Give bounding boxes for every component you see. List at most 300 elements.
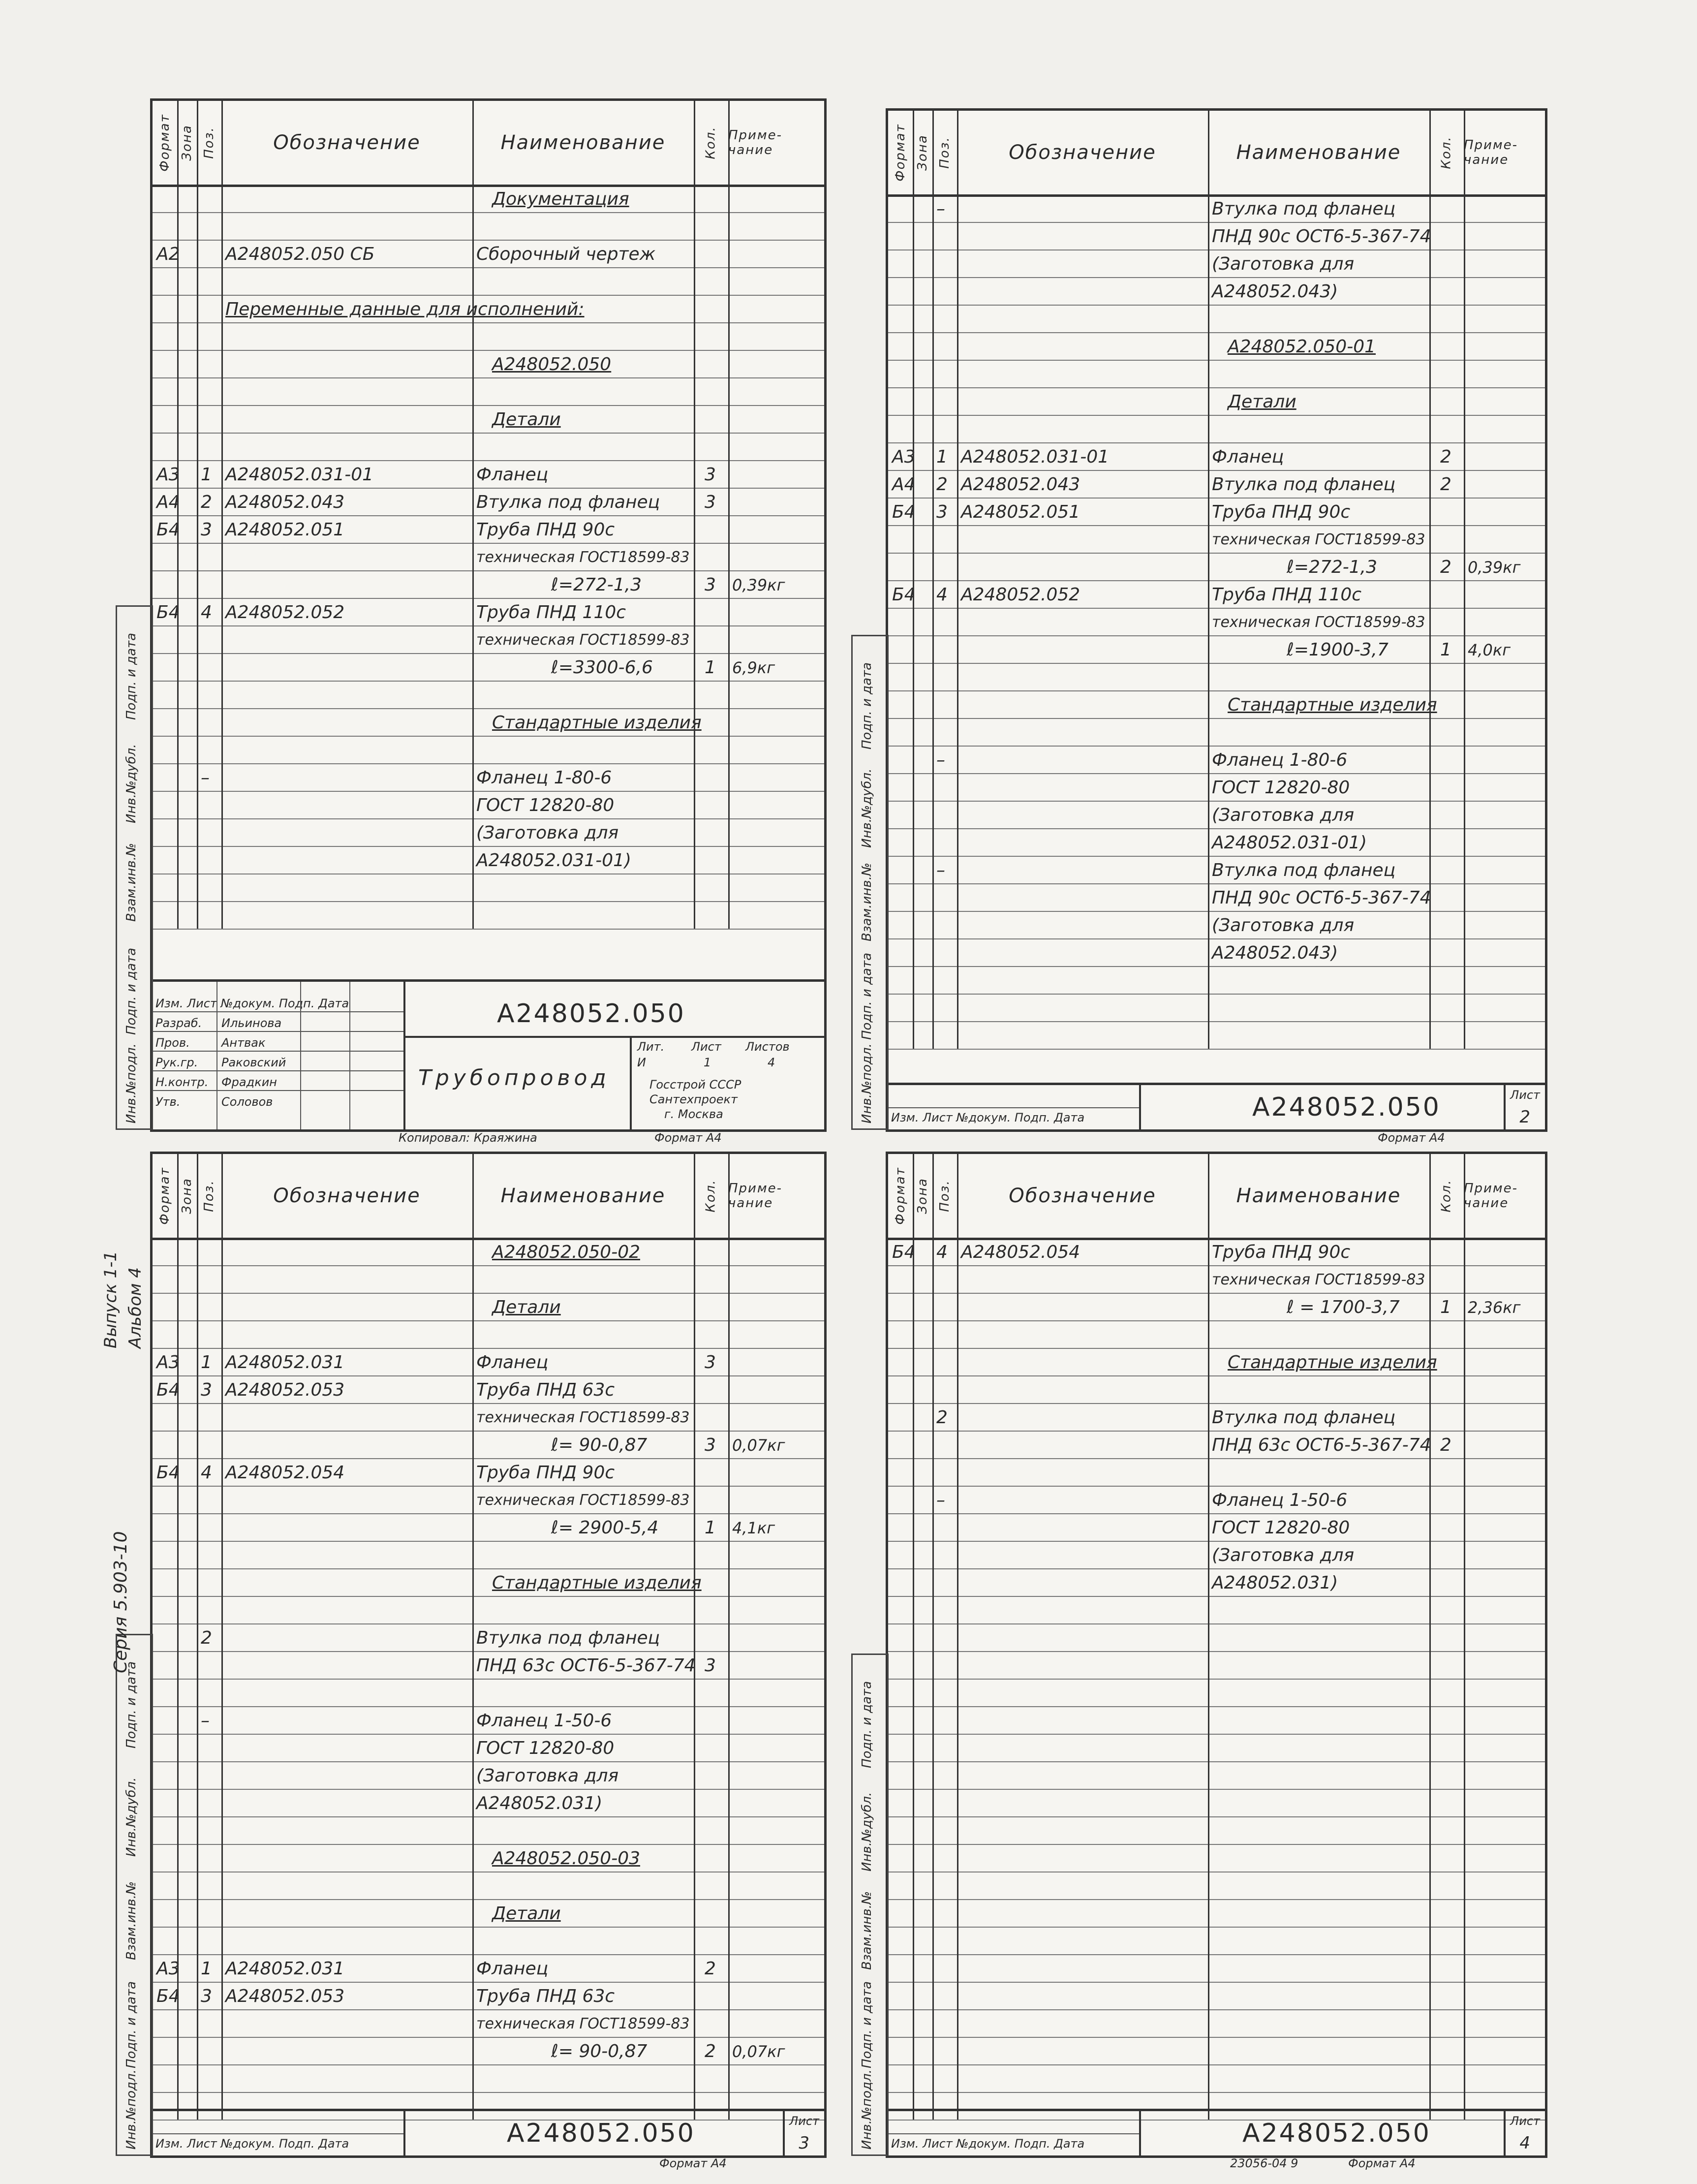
table-row bbox=[888, 387, 1545, 416]
table-row bbox=[888, 1816, 1545, 1845]
sheet-value: 3 bbox=[799, 2133, 809, 2153]
pos-cell: 4 bbox=[201, 602, 212, 623]
header-name: Наименование bbox=[472, 1154, 695, 1238]
name-cell: техническая ГОСТ18599-83 bbox=[476, 1409, 690, 1426]
header-designation: Обозначение bbox=[957, 111, 1209, 194]
name-cell: А248052.050 bbox=[492, 354, 612, 374]
table-row bbox=[888, 580, 1545, 609]
pos-cell: 4 bbox=[201, 1463, 212, 1483]
name-cell: Фланец bbox=[476, 1352, 549, 1373]
format-cell: Б4 bbox=[892, 585, 916, 605]
table-row bbox=[153, 1238, 824, 1266]
table-row bbox=[153, 846, 824, 874]
name-cell: Труба ПНД 90с bbox=[476, 520, 615, 540]
signature-grid bbox=[888, 1085, 1141, 1129]
name-cell: А248052.031-01) bbox=[1212, 833, 1367, 853]
name-cell: техническая ГОСТ18599-83 bbox=[476, 1492, 690, 1509]
name-cell: Стандартные изделия bbox=[492, 1573, 702, 1593]
name-cell: А248052.031) bbox=[476, 1793, 603, 1813]
name-cell: А248052.050-03 bbox=[492, 1848, 641, 1869]
table-row bbox=[888, 1403, 1545, 1432]
table-row bbox=[888, 690, 1545, 719]
name-cell: (Заготовка для bbox=[1212, 915, 1355, 936]
format-cell: Б4 bbox=[156, 1463, 180, 1483]
name-cell: ГОСТ 12820-80 bbox=[476, 795, 615, 815]
lit-value: И bbox=[637, 1056, 646, 1069]
table-row bbox=[888, 635, 1545, 664]
header-note: Приме-чание bbox=[1464, 1181, 1518, 1211]
table-row bbox=[888, 1431, 1545, 1459]
table-row bbox=[153, 653, 824, 682]
signature-grid bbox=[153, 982, 405, 1129]
side-label-2: Подп. и дата bbox=[860, 952, 874, 1040]
side-label-3: Взам.инв.№ bbox=[124, 843, 139, 922]
table-row bbox=[153, 1872, 824, 1900]
side-label-4: Инв.№дубл. bbox=[860, 768, 874, 848]
table-row bbox=[888, 1982, 1545, 2010]
tb-name-5: Соловов bbox=[221, 1095, 273, 1109]
side-label-2: Подп. и дата bbox=[124, 1981, 139, 2068]
name-cell: Труба ПНД 90с bbox=[1212, 1242, 1351, 1262]
name-cell: Стандартные изделия bbox=[1228, 1352, 1437, 1373]
designation-cell: А248052.043 bbox=[225, 492, 345, 512]
name-cell: ГОСТ 12820-80 bbox=[1212, 778, 1350, 798]
table-row bbox=[888, 1734, 1545, 1762]
table-row bbox=[888, 498, 1545, 526]
doc-number: А248052.050 bbox=[497, 999, 685, 1029]
org-1: Госстрой СССР bbox=[649, 1078, 741, 1092]
note-cell: 0,07кг bbox=[732, 1436, 785, 1455]
table-row bbox=[888, 801, 1545, 829]
header-pos: Поз. bbox=[932, 1154, 958, 1238]
table-row bbox=[153, 2009, 824, 2038]
table-header bbox=[153, 101, 824, 187]
table-row bbox=[153, 1899, 824, 1928]
name-cell: Фланец bbox=[476, 465, 549, 485]
name-cell: Втулка под фланец bbox=[1212, 860, 1396, 880]
name-cell: Втулка под фланец bbox=[1212, 1407, 1396, 1428]
header-pos: Поз. bbox=[197, 101, 223, 185]
table-row bbox=[888, 1293, 1545, 1321]
table-row bbox=[153, 267, 824, 296]
table-row bbox=[153, 570, 824, 599]
table-row bbox=[888, 1679, 1545, 1707]
doc-title: Трубопровод bbox=[418, 1065, 610, 1091]
format-cell: А4 bbox=[156, 492, 180, 512]
sheet-value: 4 bbox=[1519, 2133, 1530, 2153]
format-4: Формат А4 bbox=[1348, 2156, 1416, 2170]
name-cell: ГОСТ 12820-80 bbox=[476, 1738, 615, 1758]
pos-cell: – bbox=[936, 1490, 945, 1510]
side-label-4: Инв.№дубл. bbox=[124, 744, 139, 823]
header-designation: Обозначение bbox=[957, 1154, 1209, 1238]
table-row bbox=[888, 911, 1545, 939]
format-2: Формат А4 bbox=[1378, 1131, 1445, 1145]
table-row bbox=[888, 1789, 1545, 1817]
pos-cell: – bbox=[201, 1711, 210, 1731]
pos-cell: 4 bbox=[936, 585, 948, 605]
name-cell: ПНД 90с ОСТ6-5-367-74 bbox=[1212, 888, 1431, 908]
name-cell: (Заготовка для bbox=[476, 1766, 619, 1786]
table-row bbox=[888, 360, 1545, 388]
name-cell: А248052.043) bbox=[1212, 943, 1338, 963]
header-qty: Кол. bbox=[1429, 111, 1465, 194]
name-cell: (Заготовка для bbox=[1212, 805, 1355, 825]
table-row bbox=[153, 625, 824, 654]
table-row bbox=[888, 1238, 1545, 1266]
name-cell: ПНД 63с ОСТ6-5-367-74 bbox=[476, 1655, 696, 1676]
binder-album: Альбом 4 bbox=[125, 1267, 145, 1348]
tb-name-2: Антвак bbox=[221, 1036, 266, 1050]
side-label-5: Подп. и дата bbox=[860, 1681, 874, 1768]
binder-series: Серия 5.903-10 bbox=[111, 1531, 131, 1673]
table-row bbox=[888, 1623, 1545, 1652]
format-cell: А3 bbox=[156, 465, 180, 485]
table-row bbox=[888, 1844, 1545, 1872]
table-row bbox=[153, 405, 824, 434]
name-cell: А248052.031) bbox=[1212, 1573, 1338, 1593]
header-name: Наименование bbox=[1208, 1154, 1431, 1238]
pos-cell: 2 bbox=[936, 1407, 948, 1428]
table-row bbox=[153, 1734, 824, 1762]
header-designation: Обозначение bbox=[221, 101, 474, 185]
sheet-1 bbox=[150, 98, 827, 1132]
table-row bbox=[888, 856, 1545, 884]
format-cell: А3 bbox=[156, 1352, 180, 1373]
table-row bbox=[888, 663, 1545, 691]
title-block bbox=[888, 1083, 1545, 1129]
side-band-3 bbox=[116, 1634, 153, 2156]
table-row bbox=[888, 1706, 1545, 1735]
sheet-value: 2 bbox=[1519, 1107, 1530, 1127]
table-row bbox=[153, 1982, 824, 2010]
table-row bbox=[888, 1458, 1545, 1487]
note-cell: 0,39кг bbox=[1468, 558, 1521, 577]
table-row bbox=[153, 240, 824, 268]
table-row bbox=[888, 525, 1545, 554]
table-row bbox=[888, 305, 1545, 333]
table-row bbox=[888, 1513, 1545, 1542]
header-format: Формат bbox=[888, 1154, 914, 1238]
table-row bbox=[153, 515, 824, 544]
pos-cell: 2 bbox=[936, 474, 948, 495]
designation-cell: А248052.054 bbox=[961, 1242, 1080, 1262]
qty-cell: 1 bbox=[705, 657, 716, 678]
name-cell: ℓ=272-1,3 bbox=[1287, 557, 1377, 577]
pos-cell: 2 bbox=[201, 492, 212, 512]
table-row bbox=[888, 966, 1545, 995]
table-row bbox=[153, 2037, 824, 2065]
designation-cell: А248052.052 bbox=[961, 585, 1080, 605]
name-cell: Детали bbox=[1228, 392, 1296, 412]
table-row bbox=[888, 2009, 1545, 2038]
copied-by: Копировал: Краяжина bbox=[399, 1131, 537, 1145]
org-2: Сантехпроект bbox=[649, 1092, 738, 1106]
side-label-2: Подп. и дата bbox=[124, 947, 139, 1035]
table-row bbox=[153, 1265, 824, 1294]
doc-number: А248052.050 bbox=[1242, 2119, 1431, 2148]
designation-cell: А248052.043 bbox=[961, 474, 1080, 495]
table-row bbox=[153, 708, 824, 737]
table-row bbox=[888, 2037, 1545, 2065]
qty-cell: 3 bbox=[705, 492, 716, 512]
name-cell: техническая ГОСТ18599-83 bbox=[476, 549, 690, 566]
table-row bbox=[153, 433, 824, 461]
table-row bbox=[153, 543, 824, 571]
table-row bbox=[153, 1954, 824, 1983]
format-cell: Б4 bbox=[892, 1242, 916, 1262]
pos-cell: 1 bbox=[201, 465, 212, 485]
header-format: Формат bbox=[153, 1154, 179, 1238]
table-row bbox=[153, 1458, 824, 1487]
sheet-2 bbox=[886, 108, 1547, 1132]
name-cell: (Заготовка для bbox=[476, 823, 619, 843]
pos-cell: 2 bbox=[201, 1628, 212, 1648]
designation-cell: А248052.050 СБ bbox=[225, 244, 375, 264]
format-cell: А2 bbox=[156, 244, 180, 264]
format-cell: Б4 bbox=[892, 502, 916, 522]
name-cell: ℓ= 90-0,87 bbox=[551, 2041, 648, 2061]
format-cell: Б4 bbox=[156, 1986, 180, 2006]
name-cell: техническая ГОСТ18599-83 bbox=[1212, 614, 1425, 631]
qty-cell: 3 bbox=[705, 1435, 716, 1455]
tb-cols: Изм. Лист №докум. Подп. Дата bbox=[891, 1111, 1085, 1124]
designation-cell: А248052.031 bbox=[225, 1959, 345, 1979]
table-row bbox=[888, 222, 1545, 250]
table-row bbox=[153, 763, 824, 792]
name-cell: Стандартные изделия bbox=[492, 713, 702, 733]
name-cell: Фланец 1-80-6 bbox=[476, 768, 612, 788]
table-row bbox=[888, 442, 1545, 471]
table-row bbox=[153, 350, 824, 378]
name-cell: Фланец 1-50-6 bbox=[476, 1711, 612, 1731]
designation-cell: А248052.054 bbox=[225, 1463, 345, 1483]
format-3: Формат А4 bbox=[659, 2156, 727, 2170]
table-row bbox=[888, 194, 1545, 223]
table-row bbox=[888, 883, 1545, 912]
qty-cell: 2 bbox=[1440, 474, 1451, 495]
table-row bbox=[888, 1899, 1545, 1928]
table-row bbox=[888, 994, 1545, 1022]
qty-cell: 3 bbox=[705, 1352, 716, 1373]
table-row bbox=[153, 1486, 824, 1514]
format-cell: А4 bbox=[892, 474, 916, 495]
table-row bbox=[153, 185, 824, 213]
tb-role-1: Разраб. bbox=[155, 1016, 202, 1030]
table-row bbox=[153, 1596, 824, 1624]
table-row bbox=[888, 1265, 1545, 1294]
table-row bbox=[153, 818, 824, 847]
designation-cell: А248052.051 bbox=[961, 502, 1080, 522]
header-pos: Поз. bbox=[197, 1154, 223, 1238]
table-row bbox=[888, 553, 1545, 581]
designation-cell: Переменные данные для исполнений: bbox=[225, 299, 585, 319]
table-row bbox=[888, 2064, 1545, 2093]
title-block bbox=[153, 2109, 824, 2155]
table-row bbox=[888, 773, 1545, 802]
tb-name-1: Ильинова bbox=[221, 1016, 282, 1030]
qty-cell: 2 bbox=[705, 1959, 716, 1979]
name-cell: Документация bbox=[492, 189, 629, 209]
name-cell: Втулка под фланец bbox=[476, 492, 660, 512]
table-row bbox=[153, 1375, 824, 1404]
table-row bbox=[153, 791, 824, 819]
header-zone: Зона bbox=[177, 101, 198, 185]
tb-cols: Изм. Лист №докум. Подп. Дата bbox=[155, 2137, 349, 2151]
sheet-label: Лист bbox=[1510, 2114, 1540, 2128]
lit-label: Лит. bbox=[637, 1040, 665, 1054]
table-row bbox=[888, 718, 1545, 747]
header-designation: Обозначение bbox=[221, 1154, 474, 1238]
sheet-value: 1 bbox=[704, 1056, 711, 1069]
name-cell: Труба ПНД 90с bbox=[1212, 502, 1351, 522]
table-header bbox=[888, 111, 1545, 197]
pos-cell: – bbox=[936, 750, 945, 770]
pos-cell: 1 bbox=[201, 1959, 212, 1979]
name-cell: Труба ПНД 63с bbox=[476, 1380, 615, 1400]
pos-cell: 1 bbox=[201, 1352, 212, 1373]
pos-cell: 1 bbox=[936, 447, 948, 467]
header-name: Наименование bbox=[1208, 111, 1431, 194]
table-row bbox=[153, 681, 824, 709]
table-row bbox=[153, 322, 824, 351]
table-row bbox=[153, 377, 824, 406]
table-header bbox=[888, 1154, 1545, 1240]
header-zone: Зона bbox=[913, 1154, 934, 1238]
table-row bbox=[888, 250, 1545, 278]
qty-cell: 3 bbox=[705, 1655, 716, 1676]
header-zone: Зона bbox=[177, 1154, 198, 1238]
designation-cell: А248052.052 bbox=[225, 602, 345, 623]
archive-number: 23056-04 9 bbox=[1230, 2156, 1298, 2170]
sheet-label: Лист bbox=[789, 2114, 819, 2128]
binder-vypusk: Выпуск 1-1 bbox=[101, 1250, 121, 1348]
name-cell: Фланец 1-80-6 bbox=[1212, 750, 1348, 770]
table-row bbox=[153, 1927, 824, 1955]
table-row bbox=[153, 1706, 824, 1735]
name-cell: Фланец 1-50-6 bbox=[1212, 1490, 1348, 1510]
table-row bbox=[153, 1348, 824, 1376]
table-row bbox=[153, 1816, 824, 1845]
table-header bbox=[153, 1154, 824, 1240]
table-row bbox=[153, 1541, 824, 1569]
table-row bbox=[888, 1486, 1545, 1514]
note-cell: 4,1кг bbox=[732, 1519, 775, 1537]
table-row bbox=[153, 1679, 824, 1707]
table-row bbox=[153, 488, 824, 516]
side-label-5: Подп. и дата bbox=[124, 632, 139, 720]
table-row bbox=[888, 608, 1545, 636]
name-cell: ГОСТ 12820-80 bbox=[1212, 1518, 1350, 1538]
table-row bbox=[888, 1927, 1545, 1955]
name-cell: ℓ= 2900-5,4 bbox=[551, 1518, 659, 1538]
tb-cols: Изм. Лист №докум. Подп. Дата bbox=[155, 997, 349, 1010]
designation-cell: А248052.031 bbox=[225, 1352, 345, 1373]
name-cell: Труба ПНД 90с bbox=[476, 1463, 615, 1483]
side-label-4: Инв.№дубл. bbox=[860, 1792, 874, 1872]
header-qty: Кол. bbox=[1429, 1154, 1465, 1238]
sheet-label: Лист bbox=[1510, 1088, 1540, 1102]
name-cell: А248052.043) bbox=[1212, 281, 1338, 302]
side-label-1: Инв.№подл. bbox=[860, 1043, 874, 1123]
sheet-4 bbox=[886, 1152, 1547, 2158]
designation-cell: А248052.053 bbox=[225, 1380, 345, 1400]
header-name: Наименование bbox=[472, 101, 695, 185]
table-row bbox=[153, 1789, 824, 1817]
qty-cell: 2 bbox=[1440, 557, 1451, 577]
sheet-label: Лист bbox=[691, 1040, 721, 1054]
side-band-1 bbox=[116, 605, 153, 1130]
name-cell: Детали bbox=[492, 1903, 561, 1924]
side-label-5: Подп. и дата bbox=[860, 662, 874, 749]
note-cell: 0,07кг bbox=[732, 2042, 785, 2061]
name-cell: Труба ПНД 110с bbox=[476, 602, 626, 623]
table-row bbox=[888, 1375, 1545, 1404]
qty-cell: 3 bbox=[705, 465, 716, 485]
pos-cell: 3 bbox=[201, 520, 212, 540]
name-cell: Сборочный чертеж bbox=[476, 244, 656, 264]
name-cell: (Заготовка для bbox=[1212, 1545, 1355, 1565]
title-block bbox=[888, 2109, 1545, 2155]
org-3: г. Москва bbox=[664, 1107, 723, 1121]
signature-grid bbox=[888, 2111, 1141, 2155]
pos-cell: – bbox=[936, 199, 945, 219]
designation-cell: А248052.051 bbox=[225, 520, 345, 540]
table-row bbox=[153, 460, 824, 489]
table-row bbox=[888, 938, 1545, 967]
table-row bbox=[888, 746, 1545, 774]
table-row bbox=[888, 470, 1545, 499]
signature-grid bbox=[153, 2111, 405, 2155]
table-row bbox=[153, 1403, 824, 1432]
tb-role-5: Утв. bbox=[155, 1095, 181, 1109]
sheets-value: 4 bbox=[768, 1056, 775, 1069]
table-row bbox=[888, 415, 1545, 443]
format-cell: Б4 bbox=[156, 1380, 180, 1400]
side-label-3: Взам.инв.№ bbox=[860, 863, 874, 941]
side-label-2: Подп. и дата bbox=[860, 1981, 874, 2068]
side-label-4: Инв.№дубл. bbox=[124, 1777, 139, 1857]
name-cell: Стандартные изделия bbox=[1228, 695, 1437, 715]
format-1: Формат А4 bbox=[654, 1131, 722, 1145]
note-cell: 6,9кг bbox=[732, 658, 775, 677]
table-row bbox=[888, 332, 1545, 361]
qty-cell: 2 bbox=[1440, 1435, 1451, 1455]
name-cell: Втулка под фланец bbox=[1212, 199, 1396, 219]
table-row bbox=[888, 1568, 1545, 1597]
name-cell: ℓ = 1700-3,7 bbox=[1287, 1297, 1400, 1317]
name-cell: ℓ=3300-6,6 bbox=[551, 657, 653, 678]
format-cell: Б4 bbox=[156, 520, 180, 540]
table-row bbox=[153, 901, 824, 930]
pos-cell: 3 bbox=[936, 502, 948, 522]
table-row bbox=[888, 1954, 1545, 1983]
table-row bbox=[888, 1596, 1545, 1624]
qty-cell: 2 bbox=[705, 2041, 716, 2061]
qty-cell: 1 bbox=[705, 1518, 716, 1538]
name-cell: Детали bbox=[492, 409, 561, 430]
table-row bbox=[888, 277, 1545, 306]
note-cell: 4,0кг bbox=[1468, 641, 1511, 659]
doc-number: А248052.050 bbox=[507, 2119, 695, 2148]
pos-cell: – bbox=[936, 860, 945, 880]
tb-cols: Изм. Лист №докум. Подп. Дата bbox=[891, 2137, 1085, 2151]
header-zone: Зона bbox=[913, 111, 934, 194]
name-cell: Втулка под фланец bbox=[476, 1628, 660, 1648]
name-cell: ПНД 63с ОСТ6-5-367-74 bbox=[1212, 1435, 1431, 1455]
qty-cell: 1 bbox=[1440, 640, 1451, 660]
table-row bbox=[153, 212, 824, 241]
